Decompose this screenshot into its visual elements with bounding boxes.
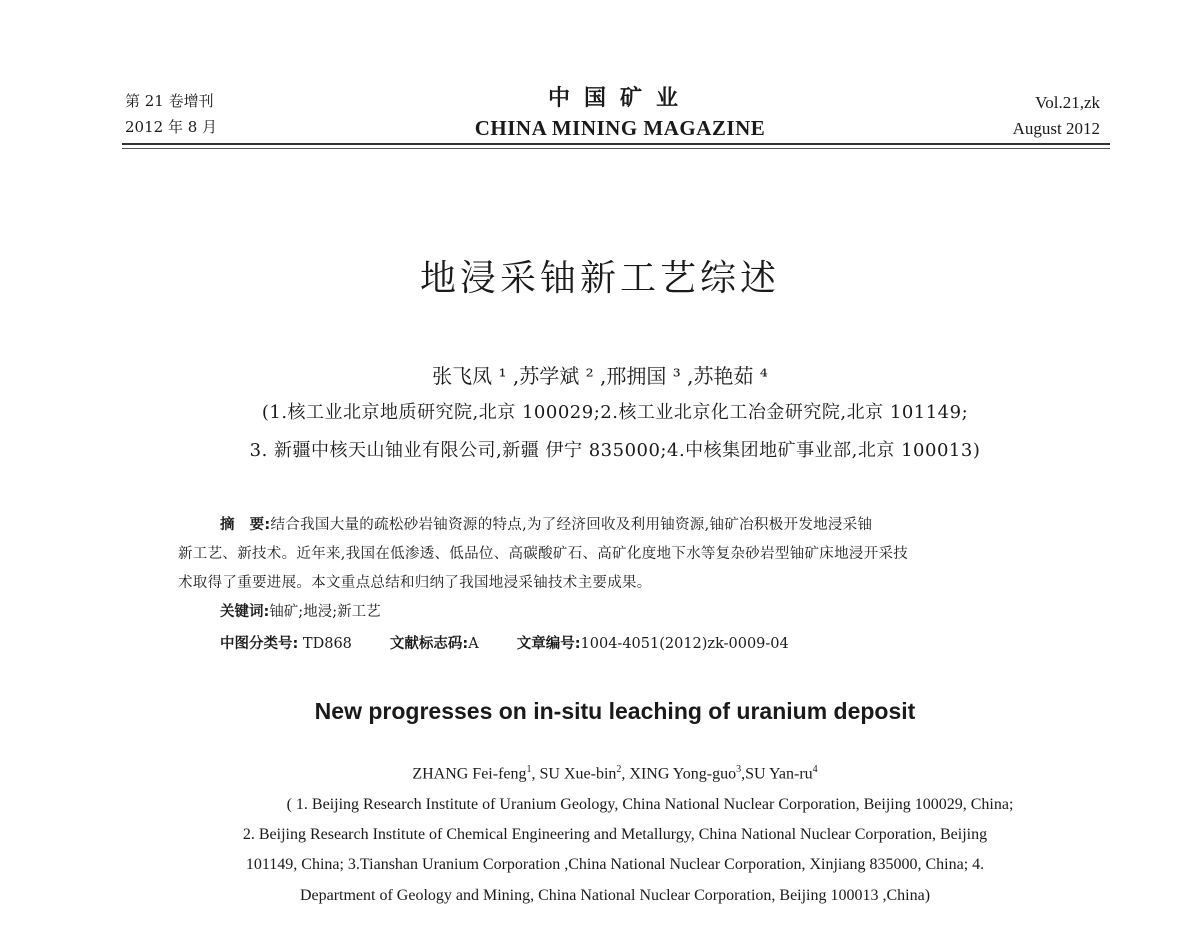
article-number-value: 1004-4051(2012)zk-0009-04 [580,636,789,652]
author-en-3-sup: 3 [736,764,742,775]
affiliation-cn-line-1: (1.核工业北京地质研究院,北京 100029;2.核工业北京化工冶金研究院,北京 101149; [261,402,969,423]
abstract-line-3: 术取得了重要进展。本文重点总结和归纳了我国地浸采铀技术主要成果。 [178,575,652,591]
header-right [1013,90,1100,142]
header-left [125,88,217,140]
doc-code-label: 文献标志码: [389,636,469,652]
article-title-en: New progresses on in-situ leaching of uranium deposit [314,698,916,724]
keywords [220,600,381,621]
author-en-4: ,SU Yan-ru [741,765,813,783]
keywords-label: 关键词: [220,604,270,620]
article-number-label: 文章编号: [516,636,581,652]
affiliation-en-line-3: 101149, China; 3.Tianshan Uranium Corporation ,China National Nuclear Corporation, Xinjiang 835000, China; 4. [245,856,985,873]
abstract-label: 摘 要: [220,517,271,533]
volume-en: Vol.21,zk [1035,93,1100,112]
clc-label: 中图分类号: [220,636,299,652]
author-en-1-sup: 1 [526,764,532,775]
header-rule-thin [122,148,1110,149]
volume-cn: 第 21 卷增刊 [125,92,214,110]
date-en: August 2012 [1012,119,1100,138]
doc-code-value: A [468,636,479,652]
abstract-line-1 [178,511,1058,540]
date-cn: 2012 年 8 月 [125,118,218,136]
header-rule-thick [122,143,1110,145]
journal-name-cn: 中国矿业 [547,86,692,111]
classification-line [220,632,789,653]
abstract-line-2: 新工艺、新技术。近年来,我国在低渗透、低品位、高碳酸矿石、高矿化度地下水等复杂砂岩型铀矿床地浸开采技 [178,546,909,562]
author-en-3: , XING Yong-guo [621,765,737,783]
authors-cn: 张飞凤 ¹ ,苏学斌 ² ,邢拥国 ³ ,苏艳茹 ⁴ [432,364,768,388]
article-title-cn: 地浸采铀新工艺综述 [419,258,780,299]
author-en-2-sup: 2 [616,764,622,775]
journal-name-en: CHINA MINING MAGAZINE [474,116,766,140]
affiliation-en-line-4: Department of Geology and Mining, China National Nuclear Corporation, Beijing 100013 ,China) [299,887,931,904]
author-en-4-sup: 4 [812,764,818,775]
affiliation-en-line-1: ( 1. Beijing Research Institute of Uranium Geology, China National Nuclear Corporation, Beijing 100029, China; [286,796,1014,813]
keywords-value: 铀矿;地浸;新工艺 [269,604,381,620]
abstract-cn [178,511,1058,598]
affiliation-cn-line-2: 3. 新疆中核天山铀业有限公司,新疆 伊宁 835000;4.中核集团地矿事业部,北京 100013) [249,440,981,461]
abstract-text-1: 结合我国大量的疏松砂岩铀资源的特点,为了经济回收及利用铀资源,铀矿冶积极开发地浸采铀 [270,517,873,533]
clc-value: TD868 [298,636,352,652]
header-center [400,84,840,142]
authors-en [0,764,1200,783]
author-en-1: ZHANG Fei-feng [412,765,527,783]
affiliation-en-line-2: 2. Beijing Research Institute of Chemical Engineering and Metallurgy, China National Nuclear Corporation, Beijing [242,826,988,843]
author-en-2: , SU Xue-bin [531,765,617,783]
